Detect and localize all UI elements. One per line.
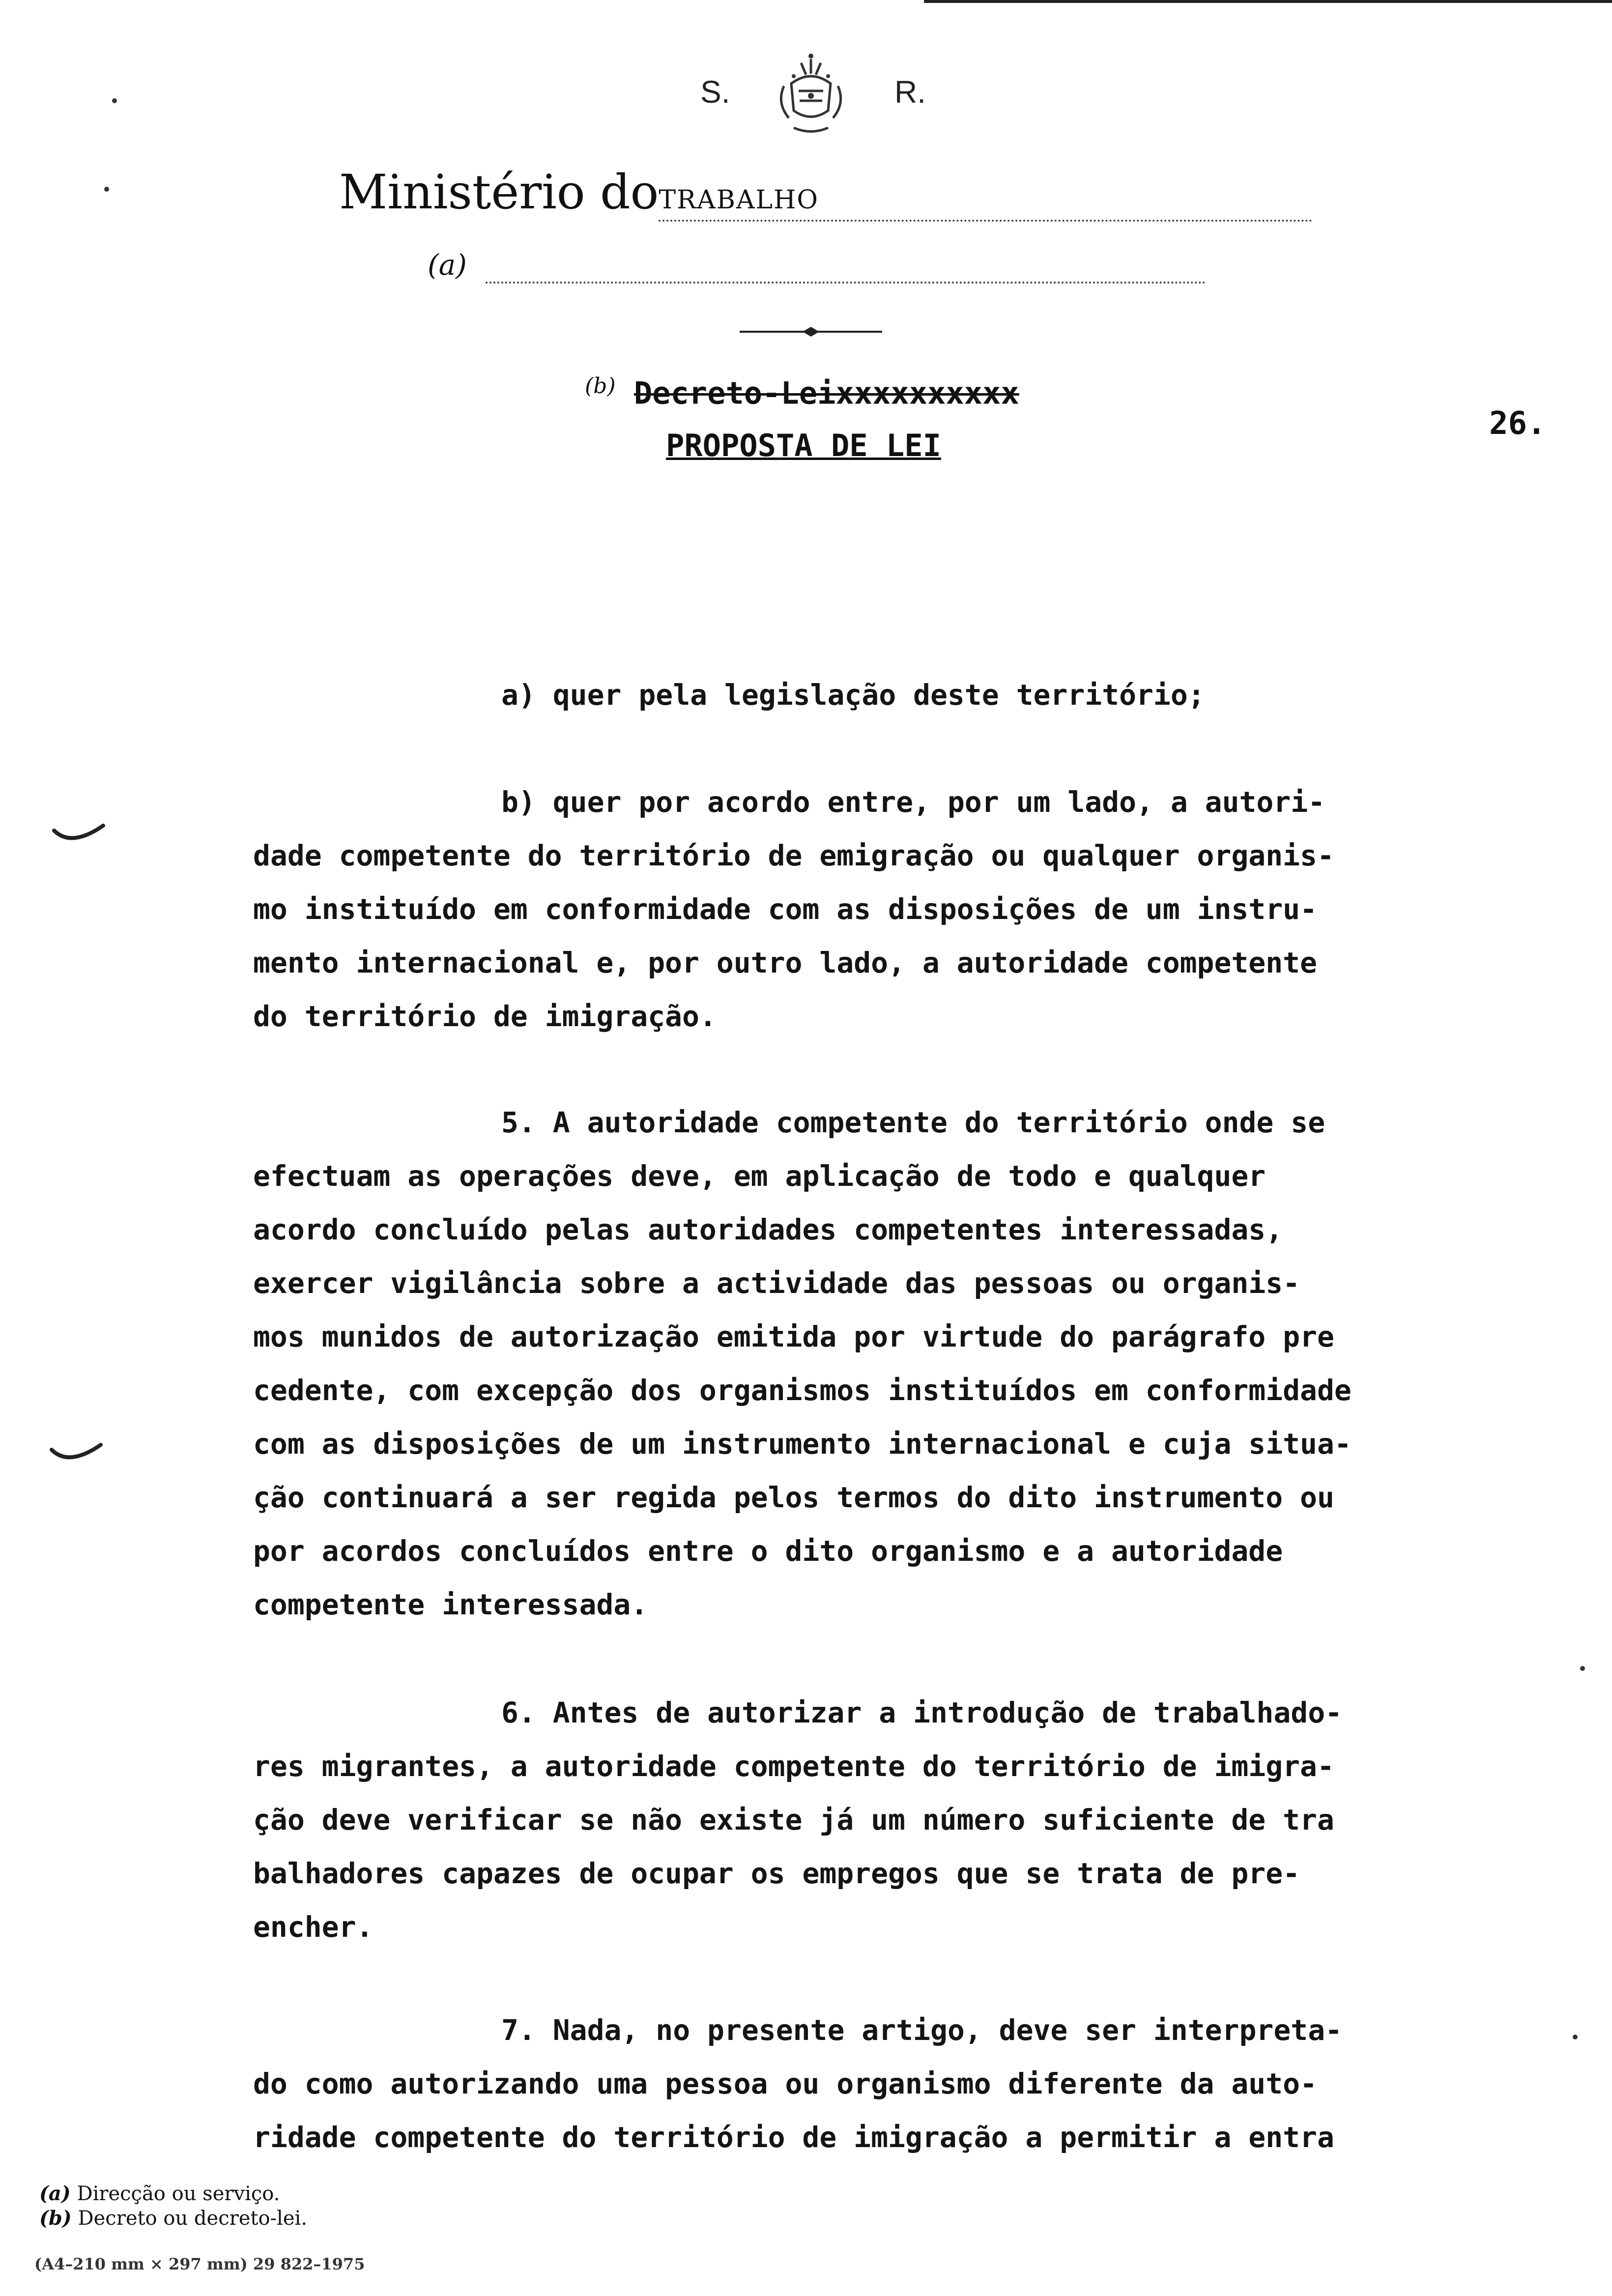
text-line: 5. A autoridade competente do território onde se: [501, 1106, 1325, 1139]
footnote-b: [39, 2207, 307, 2230]
text-line: competente interessada.: [253, 1588, 648, 1621]
text-line: mo instituído em conformidade com as disposições de um instru-: [253, 892, 1317, 926]
footnote-b-label: (b): [39, 2207, 72, 2230]
top-border-rule: [924, 0, 1612, 3]
footnote-a-label: (a): [39, 2182, 71, 2205]
text-line: encher.: [253, 1910, 374, 1944]
form-code: (A4–210 mm × 297 mm) 29 822–1975: [34, 2255, 365, 2273]
decreto-struck-text: Decreto-Leixxxxxxxxxx: [633, 375, 1019, 411]
margin-speck: [112, 98, 117, 103]
text-line: 7. Nada, no presente artigo, deve ser interpreta-: [501, 2013, 1343, 2047]
text-line: exercer vigilância sobre a actividade das pessoas ou organis-: [253, 1266, 1300, 1300]
margin-speck: [104, 187, 109, 192]
ministerio-label: Ministério do: [339, 165, 659, 220]
header-s-letter: S.: [700, 74, 730, 110]
text-line: com as disposições de um instrumento internacional e cuja situa-: [253, 1427, 1352, 1461]
decreto-label: (b): [585, 373, 616, 399]
ministerio-value: TRABALHO: [659, 185, 819, 215]
ministerio-field: [659, 165, 1312, 222]
text-line: mos munidos de autorização emitida por virtude do parágrafo pre: [253, 1320, 1334, 1353]
text-line: do território de imigração.: [253, 1000, 717, 1033]
text-line: por acordos concluídos entre o dito organismo e a autoridade: [253, 1534, 1283, 1568]
ministerio-line: [339, 165, 1312, 222]
text-line: res migrantes, a autoridade competente do território de imigra-: [253, 1750, 1334, 1783]
direccao-line: [428, 248, 1206, 284]
divider-ornament: [740, 322, 882, 342]
text-line: acordo concluído pelas autoridades competentes interessadas,: [253, 1213, 1283, 1246]
text-line: dade competente do território de emigração ou qualquer organis-: [253, 839, 1334, 872]
text-line: a) quer pela legislação deste território;: [501, 678, 1205, 712]
footnote-a: [39, 2182, 280, 2205]
text-line: cedente, com excepção dos organismos instituídos em conformidade: [253, 1374, 1352, 1407]
page-number: 26.: [1489, 405, 1546, 442]
text-line: do como autorizando uma pessoa ou organismo diferente da auto-: [253, 2067, 1317, 2100]
margin-speck: [1573, 2035, 1578, 2039]
direccao-label: (a): [428, 248, 467, 282]
text-line: ção continuará a ser regida pelos termos do dito instrumento ou: [253, 1481, 1334, 1514]
margin-check-mark-icon: [49, 821, 108, 850]
decreto-line: [585, 373, 1019, 411]
margin-check-mark-icon: [47, 1440, 106, 1469]
footnote-b-text: Decreto ou decreto-lei.: [78, 2207, 308, 2230]
text-line: ridade competente do território de imigração a permitir a entra: [253, 2121, 1334, 2154]
text-line: b) quer por acordo entre, por um lado, a autori-: [501, 785, 1325, 819]
direccao-field: [486, 248, 1206, 284]
text-line: efectuam as operações deve, em aplicação de todo e qualquer: [253, 1159, 1266, 1193]
header-r-letter: R.: [894, 74, 926, 110]
margin-speck: [1580, 1666, 1585, 1671]
document-type-title: PROPOSTA DE LEI: [666, 428, 941, 463]
text-line: mento internacional e, por outro lado, a autoridade competente: [253, 946, 1317, 979]
text-line: balhadores capazes de ocupar os empregos que se trata de pre-: [253, 1857, 1300, 1890]
coat-of-arms-emblem-icon: [764, 49, 858, 138]
text-line: ção deve verificar se não existe já um número suficiente de tra: [253, 1803, 1334, 1837]
footnote-a-text: Direcção ou serviço.: [77, 2182, 280, 2205]
text-line: 6. Antes de autorizar a introdução de trabalhado-: [501, 1696, 1343, 1729]
